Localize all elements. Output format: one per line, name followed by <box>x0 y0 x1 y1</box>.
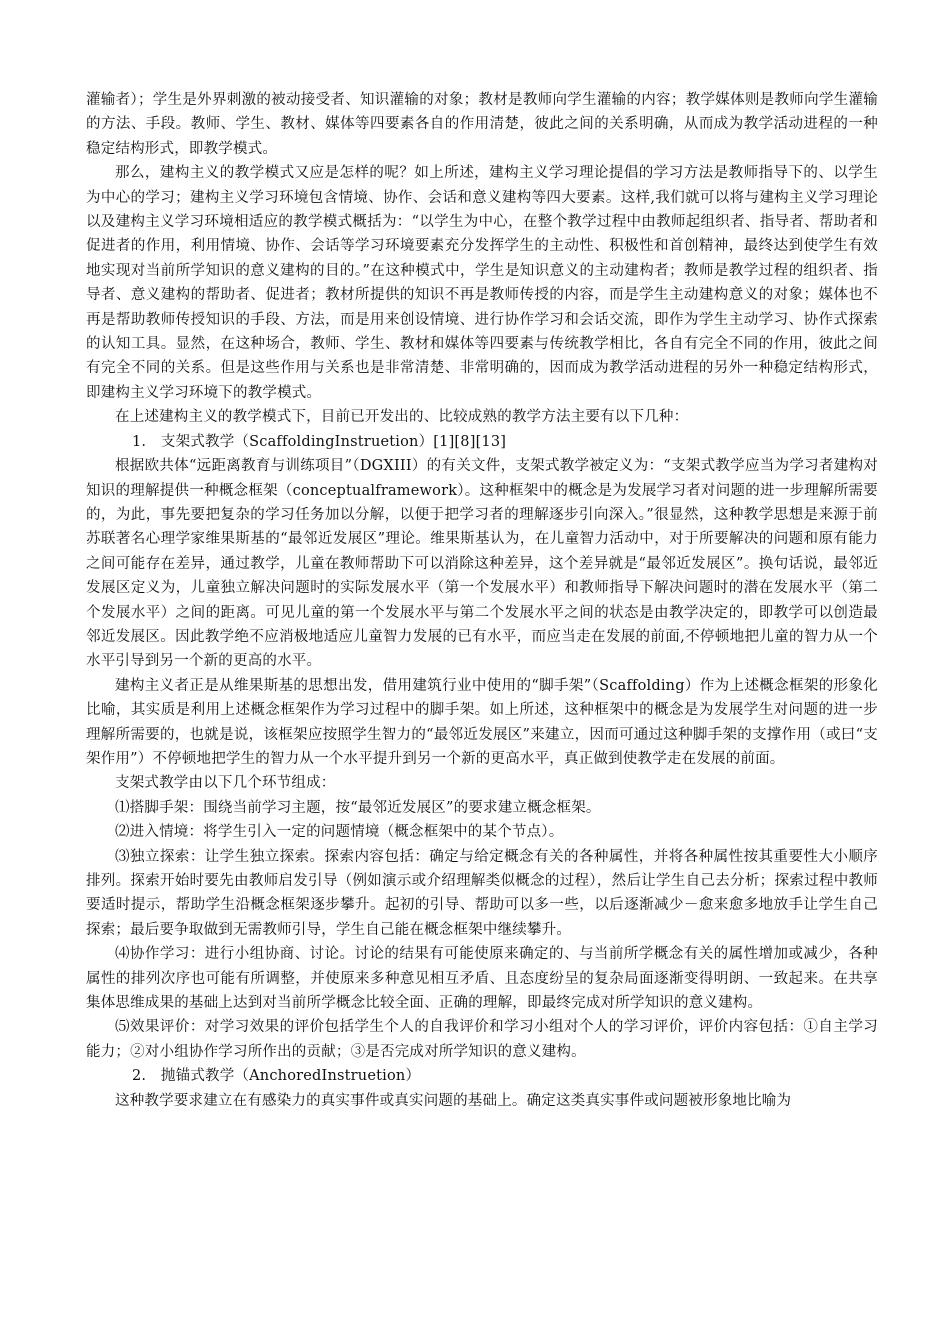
paragraph-methods-intro: 在上述建构主义的教学模式下，目前已开发出的、比较成熟的教学方法主要有以下几种： <box>115 409 689 426</box>
paragraph-constructivist-teaching-mode: 那么，建构主义的教学模式又应是怎样的呢？如上所述，建构主义学习理论提倡的学习方法是教师指导下的、以学生为中心的学习；建构主义学习环境包含情境、协作、会话和意义建构等四大要素。这样,我们就可以将与建构主义学习理论以及建构主义学习环境相适应的教学模式概括为：“以学生为中心，在整个教学过程中由教师起组织者、指导者、帮助者和促进者的作用，利用情境、协作、会话等学习环境要素充分发挥学生的主动性、积极性和首创精神，最终达到使学生有效地实现对当前所学知识的意义建构的目的。”在这种模式中，学生是知识意义的主动建构者；教师是教学过程的组织者、指导者、意义建构的帮助者、促进者；教材所提供的知识不再是教师传授的内容，而是学生主动建构意义的对象；媒体也不再是帮助教师传授知识的手段、方法，而是用来创设情境、进行协作学习和会话交流，即作为学生主动学习、协作式探索的认知工具。显然，在这种场合，教师、学生、教材和媒体等四要素与传统教学相比，各自有完全不同的作用，彼此之间有完全不同的关系。但是这些作用与关系也是非常清楚、非常明确的，因而成为教学活动进程的另外一种稳定结构形式，即建构主义学习环境下的教学模式。 <box>86 165 878 401</box>
heading-scaffolding-instruction: 1. 支架式教学（ScaffoldingInstruetion）[1][8][13] <box>132 433 507 450</box>
paragraph-scaffolding-metaphor: 建构主义者正是从维果斯基的思想出发，借用建筑行业中使用的“脚手架”（Scaffolding）作为上述概念框架的形象化比喻，其实质是利用上述概念框架作为学习过程中的脚手架。如上所述，这种框架中的概念是为发展学生对问题的进一步理解所需要的，也就是说，该框架应按照学生智力的“最邻近发展区”来建立，因而可通过这种脚手架的支撑作用（或曰“支架作用”）不停顿地把学生的智力从一个水平提升到另一个新的更高水平，真正做到使教学走在发展的前面。 <box>86 677 878 767</box>
list-item-independent-exploration: ⑶独立探索：让学生独立探索。探索内容包括：确定与给定概念有关的各种属性，并将各种属性按其重要性大小顺序排列。探索开始时要先由教师启发引导（例如演示或介绍理解类似概念的过程），然后让学生自己去分析；探索过程中教师要适时提示，帮助学生沿概念框架逐步攀升。起初的引导、帮助可以多一些，以后逐渐减少－愈来愈多地放手让学生自己探索；最后要争取做到无需教师引导，学生自己能在概念框架中继续攀升。 <box>86 848 878 938</box>
list-item-build-scaffold: ⑴搭脚手架：围绕当前学习主题，按“最邻近发展区”的要求建立概念框架。 <box>115 799 601 816</box>
document-page <box>86 88 878 1113</box>
paragraph-anchored-definition: 这种教学要求建立在有感染力的真实事件或真实问题的基础上。确定这类真实事件或问题被形象地比喻为 <box>115 1092 792 1109</box>
paragraph-scaffolding-definition: 根据欧共体“远距离教育与训练项目”（DGXIII）的有关文件，支架式教学被定义为：“支架式教学应当为学习者建构对知识的理解提供一种概念框架（conceptualframework）。这种框架中的概念是为发展学习者对问题的进一步理解所需要的，为此，事先要把复杂的学习任务加以分解，以便于把学习者的理解逐步引向深入。”很显然，这种教学思想是来源于前苏联著名心理学家维果斯基的“最邻近发展区”理论。维果斯基认为，在儿童智力活动中，对于所要解决的问题和原有能力之间可能存在差异，通过教学，儿童在教师帮助下可以消除这种差异，这个差异就是“最邻近发展区”。换句话说，最邻近发展区定义为，儿童独立解决问题时的实际发展水平（第一个发展水平）和教师指导下解决问题时的潜在发展水平（第二个发展水平）之间的距离。可见儿童的第一个发展水平与第二个发展水平之间的状态是由教学决定的，即教学可以创造最邻近发展区。因此教学绝不应消极地适应儿童智力发展的已有水平，而应当走在发展的前面,不停顿地把儿童的智力从一个水平引导到另一个新的更高的水平。 <box>86 458 878 670</box>
list-item-effect-evaluation: ⑸效果评价：对学习效果的评价包括学生个人的自我评价和学习小组对个人的学习评价，评价内容包括：①自主学习能力；②对小组协作学习所作出的贡献；③是否完成对所学知识的意义建构。 <box>86 1019 878 1060</box>
list-item-collaborative-learning: ⑷协作学习：进行小组协商、讨论。讨论的结果有可能使原来确定的、与当前所学概念有关的属性增加或减少，各种属性的排列次序也可能有所调整，并使原来多种意见相互矛盾、且态度纷呈的复杂局面逐渐变得明朗、一致起来。在共享集体思维成果的基础上达到对当前所学概念比较全面、正确的理解，即最终完成对所学知识的意义建构。 <box>86 946 878 1012</box>
heading-anchored-instruction: 2. 抛锚式教学（AnchoredInstruetion） <box>132 1068 421 1085</box>
paragraph-teaching-mode-traditional: 灌输者）；学生是外界刺激的被动接受者、知识灌输的对象；教材是教师向学生灌输的内容；教学媒体则是教师向学生灌输的方法、手段。教师、学生、教材、媒体等四要素各自的作用清楚，彼此之间的关系明确，从而成为教学活动进程的一种稳定结构形式，即教学模式。 <box>86 92 878 157</box>
list-item-enter-situation: ⑵进入情境：将学生引入一定的问题情境（概念框架中的某个节点）。 <box>115 824 564 841</box>
paragraph-scaffolding-steps-intro: 支架式教学由以下几个环节组成： <box>115 775 336 792</box>
